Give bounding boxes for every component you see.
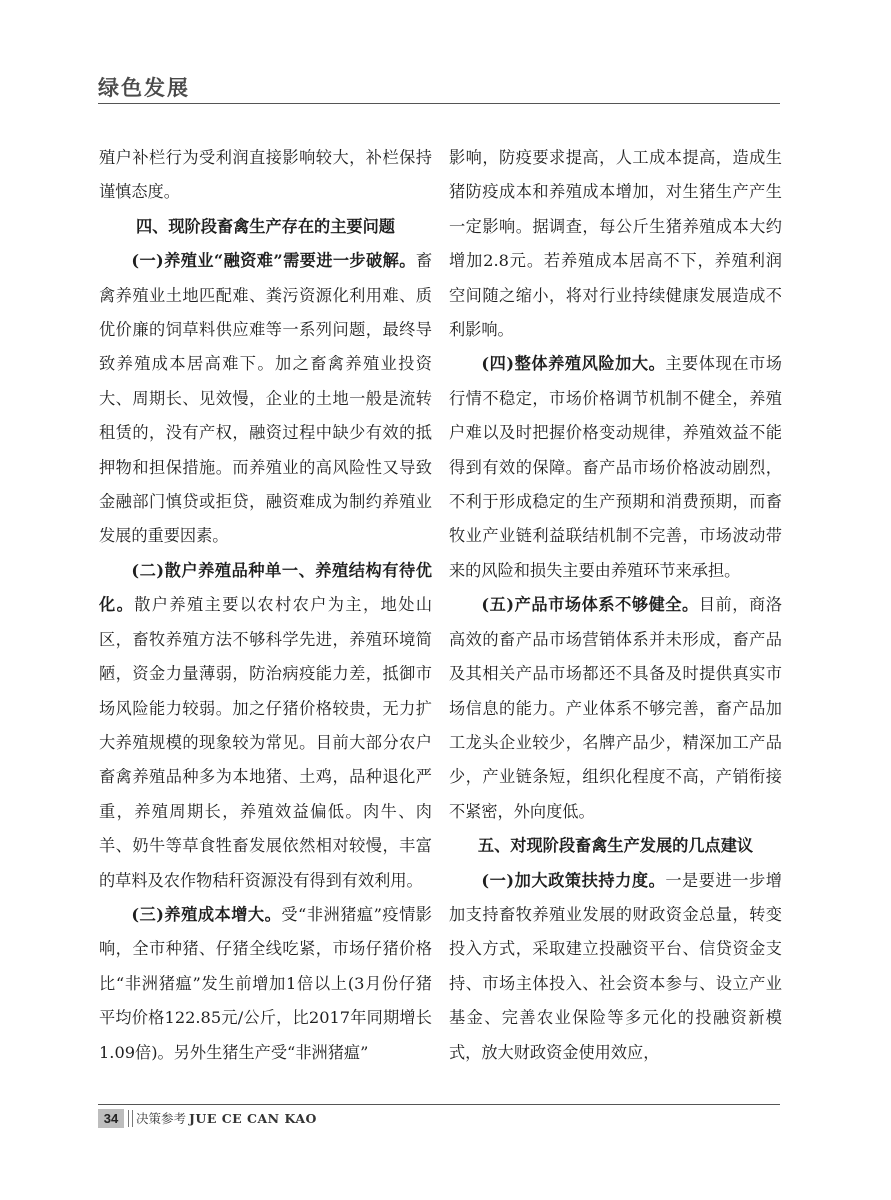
- paragraph: [449, 141, 782, 347]
- paragraph-lead: (一)加大政策扶持力度。: [481, 870, 666, 890]
- paragraph-lead: (二)散户养殖品种单一、养殖结构有待优化。: [99, 560, 432, 615]
- journal-name-cn: 决策参考: [136, 1111, 187, 1126]
- paragraph: [99, 244, 432, 554]
- page-footer: [98, 1104, 780, 1134]
- page-header: [98, 70, 780, 104]
- paragraph: [449, 347, 782, 588]
- paragraph-text: 畜禽养殖业土地匹配难、粪污资源化利用难、质优价廉的饲草料供应难等一系列问题，最终导致养殖成本居高难下。加之畜禽养殖业投资大、周期长、见效慢，企业的土地一般是流转租赁的，没有产权，融资过程中缺少有效的抵押物和担保措施。而养殖业的高风险性又导致金融部门慎贷或拒贷，融资难成为制约养殖业发展的重要因素。: [99, 251, 432, 546]
- footer-divider: [98, 1104, 780, 1105]
- section-title: 绿色发展: [98, 76, 190, 100]
- section-heading: 四、现阶段畜禽生产存在的主要问题: [136, 216, 395, 236]
- paragraph: [99, 554, 432, 898]
- paragraph-lead: (四)整体养殖风险加大。: [481, 354, 666, 374]
- paragraph: [99, 141, 432, 210]
- paragraph-lead: (一)养殖业“融资难”需要进一步破解。: [131, 251, 416, 271]
- paragraph-text: 殖户补栏行为受利润直接影响较大，补栏保持谨慎态度。: [99, 148, 432, 202]
- paragraph: [449, 588, 782, 829]
- paragraph-text: 受“非洲猪瘟”疫情影响，全市种猪、仔猪全线吃紧，市场仔猪价格比“非洲猪瘟”发生前增加1倍以上(3月份仔猪平均价格122.85元/公斤，比2017年同期增长1.09倍)。另外生猪生产受“非洲猪瘟”: [99, 904, 432, 1062]
- left-column: [99, 141, 432, 1070]
- paragraph: [99, 898, 432, 1070]
- footer-separator: [128, 1110, 133, 1127]
- paragraph-lead: (五)产品市场体系不够健全。: [481, 595, 699, 615]
- right-column: [449, 141, 782, 1070]
- paragraph: [449, 864, 782, 1070]
- journal-name-en: JUE CE CAN KAO: [189, 1111, 317, 1126]
- paragraph-text: 影响，防疫要求提高，人工成本提高，造成生猪防疫成本和养殖成本增加，对生猪生产产生一定影响。据调查，每公斤生猪养殖成本大约增加2.8元。若养殖成本居高不下，养殖利润空间随之缩小，将对行业持续健康发展造成不利影响。: [449, 148, 782, 340]
- paragraph-text: 散户养殖主要以农村农户为主，地处山区，畜牧养殖方法不够科学先进，养殖环境简陋，资金力量薄弱，防治病疫能力差，抵御市场风险能力较弱。加之仔猪价格较贵，无力扩大养殖规模的现象较为常见。目前大部分农户畜禽养殖品种多为本地猪、土鸡，品种退化严重，养殖周期长，养殖效益偏低。肉牛、肉羊、奶牛等草食牲畜发展依然相对较慢，丰富的草料及农作物秸秆资源没有得到有效利用。: [99, 595, 433, 890]
- page-number: 34: [98, 1109, 124, 1128]
- header-divider: [98, 103, 780, 104]
- paragraph-text: 一是要进一步增加支持畜牧养殖业发展的财政资金总量，转变投入方式，采取建立投融资平台、信贷资金支持、市场主体投入、社会资本参与、设立产业基金、完善农业保险等多元化的投融资新模式，放大财政资金使用效应，: [449, 870, 782, 1062]
- paragraph-text: 主要体现在市场行情不稳定，市场价格调节机制不健全，养殖户难以及时把握价格变动规律，养殖效益不能得到有效的保障。畜产品市场价格波动剧烈，不利于形成稳定的生产预期和消费预期，而畜牧业产业链利益联结机制不完善，市场波动带来的风险和损失主要由养殖环节来承担。: [449, 354, 782, 580]
- journal-name: [136, 1109, 317, 1128]
- paragraph-lead: (三)养殖成本增大。: [131, 904, 282, 924]
- paragraph-text: 目前，商洛高效的畜产品市场营销体系并未形成，畜产品及其相关产品市场都还不具备及时提供真实市场信息的能力。产业体系不够完善，畜产品加工龙头企业较少，名牌产品少，精深加工产品少，产业链条短，组织化程度不高，产销衔接不紧密，外向度低。: [449, 595, 782, 821]
- section-heading: 五、对现阶段畜禽生产发展的几点建议: [477, 836, 754, 856]
